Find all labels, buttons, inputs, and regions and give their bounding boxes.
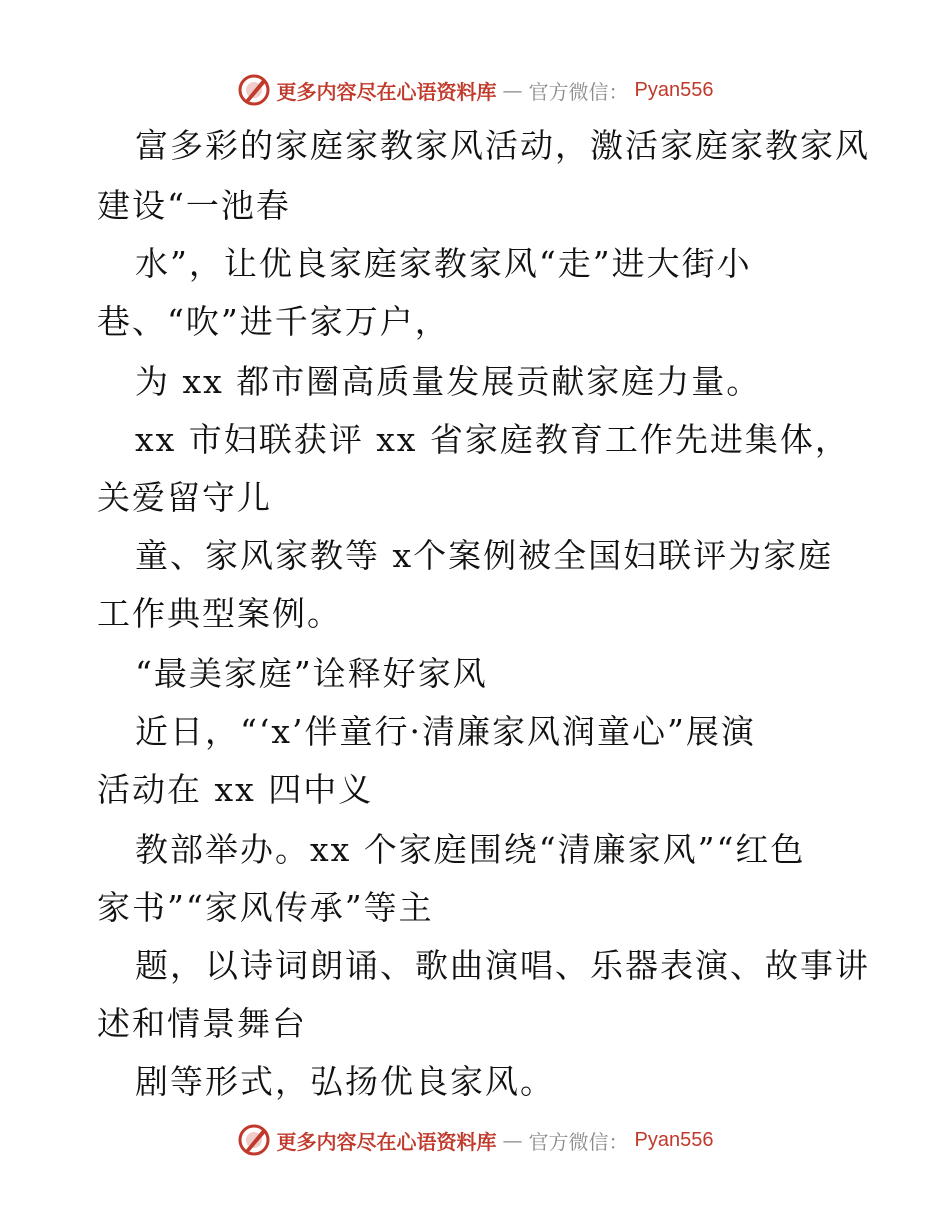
paragraph-line: 近日，“‘x’伴童行·清廉家风润童心”展演 xyxy=(135,712,756,751)
paragraph-line: 童、家风家教等 x个案例被全国妇联评为家庭 xyxy=(135,536,834,575)
section-heading: “最美家庭”诠释好家风 xyxy=(135,654,488,693)
paragraph-line: 题，以诗词朗诵、歌曲演唱、乐器表演、故事讲 xyxy=(135,946,870,985)
paragraph-line: 富多彩的家庭家教家风活动，激活家庭家教家风 xyxy=(135,126,870,165)
footer-banner xyxy=(0,1120,950,1160)
wechat-label: 官方微信： xyxy=(528,79,629,104)
paragraph-line: 活动在 xx 四中义 xyxy=(97,770,374,809)
wechat-id: Pyan556 xyxy=(634,78,714,101)
paragraph-line: 家书”“家风传承”等主 xyxy=(97,888,434,927)
paragraph-line: 建设“一池春 xyxy=(97,186,291,225)
site-name: 更多内容尽在心语资料库 xyxy=(276,79,497,104)
paragraph-line: 为 xx 都市圈高质量发展贡献家庭力量。 xyxy=(135,362,762,401)
wechat-id: Pyan556 xyxy=(634,1128,714,1151)
site-name: 更多内容尽在心语资料库 xyxy=(276,1129,497,1154)
wechat-label: 官方微信： xyxy=(528,1129,629,1154)
separator-dash: — xyxy=(502,78,523,102)
paragraph-line: 关爱留守儿 xyxy=(97,478,272,517)
paragraph-line: 述和情景舞台 xyxy=(97,1004,307,1043)
paragraph-line: 水”，让优良家庭家教家风“走”进大街小 xyxy=(135,244,752,283)
quill-logo-icon xyxy=(237,1123,271,1157)
paragraph-line: 教部举办。xx 个家庭围绕“清廉家风”“红色 xyxy=(135,830,806,869)
paragraph-line: 巷、“吹”进千家万户， xyxy=(97,302,450,341)
paragraph-line: 剧等形式，弘扬优良家风。 xyxy=(135,1062,555,1101)
paragraph-line: 工作典型案例。 xyxy=(97,594,342,633)
paragraph-line: xx 市妇联获评 xx 省家庭教育工作先进集体， xyxy=(135,420,850,459)
separator-dash: — xyxy=(502,1128,523,1152)
